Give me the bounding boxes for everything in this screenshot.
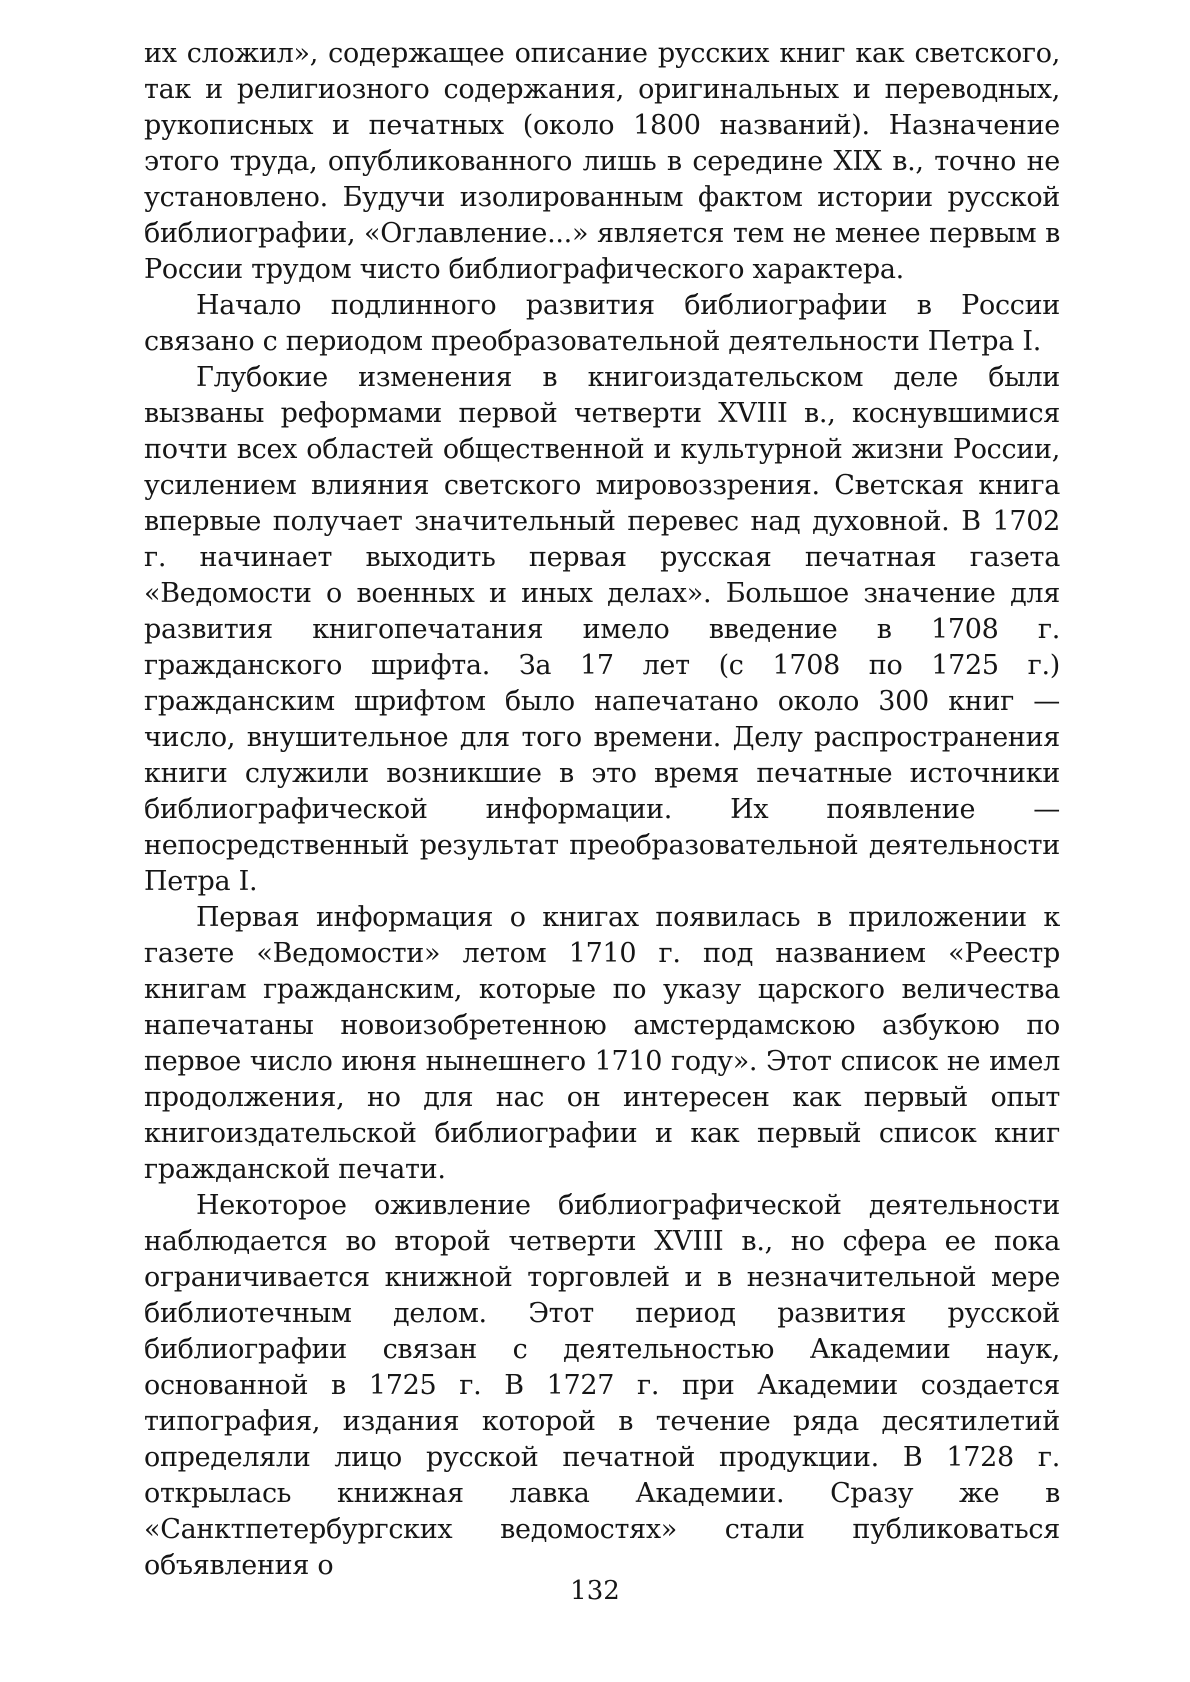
paragraph: Начало подлинного развития библиографии в России связано с периодом преобразовательной деятельности Петра I. bbox=[144, 290, 1060, 357]
body-text bbox=[144, 36, 1060, 1584]
paragraph: Первая информация о книгах появилась в приложении к газете «Ведомости» летом 1710 г. под названием «Реестр книгам гражданским, которые по указу царского величества напечатаны новоизобретенною амстердамскою азбукою по первое число июня нынешнего 1710 году». Этот список не имел продолжения, но для нас он интересен как первый опыт книгоиздательской библиографии и как первый список книг гражданской печати. bbox=[144, 902, 1060, 1185]
paragraph: Глубокие изменения в книгоиздательском деле были вызваны реформами первой четверти XVIII в., коснувшимися почти всех областей общественной и культурной жизни России, усилением влияния светского мировоззрения. Светская книга впервые получает значительный перевес над духовной. В 1702 г. начинает выходить первая русская печатная газета «Ведомости о военных и иных делах». Большое значение для развития книгопечатания имело введение в 1708 г. гражданского шрифта. За 17 лет (с 1708 по 1725 г.) гражданским шрифтом было напечатано около 300 книг — число, внушительное для того времени. Делу распространения книги служили возникшие в это время печатные источники библиографической информации. Их появление — непосредственный результат преобразовательной деятельности Петра I. bbox=[144, 362, 1060, 897]
paragraph: Некоторое оживление библиографической деятельности наблюдается во второй четверти XVIII в., но сфера ее пока ограничивается книжной торговлей и в незначительной мере библиотечным делом. Этот период развития русской библиографии связан с деятельностью Академии наук, основанной в 1725 г. В 1727 г. при Академии создается типография, издания которой в течение ряда десятилетий определяли лицо русской печатной продукции. В 1728 г. открылась книжная лавка Академии. Сразу же в «Санктпетербургских ведомостях» стали публиковаться объявления о bbox=[144, 1190, 1060, 1581]
paragraph-continuation: их сложил», содержащее описание русских книг как светского, так и религиозного содержания, оригинальных и переводных, рукописных и печатных (около 1800 названий). Назначение этого труда, опубликованного лишь в середине XIX в., точно не установлено. Будучи изолированным фактом истории русской библиографии, «Оглавление...» является тем не менее первым в России трудом чисто библиографического характера. bbox=[144, 38, 1060, 285]
page-number: 132 bbox=[570, 1576, 620, 1606]
